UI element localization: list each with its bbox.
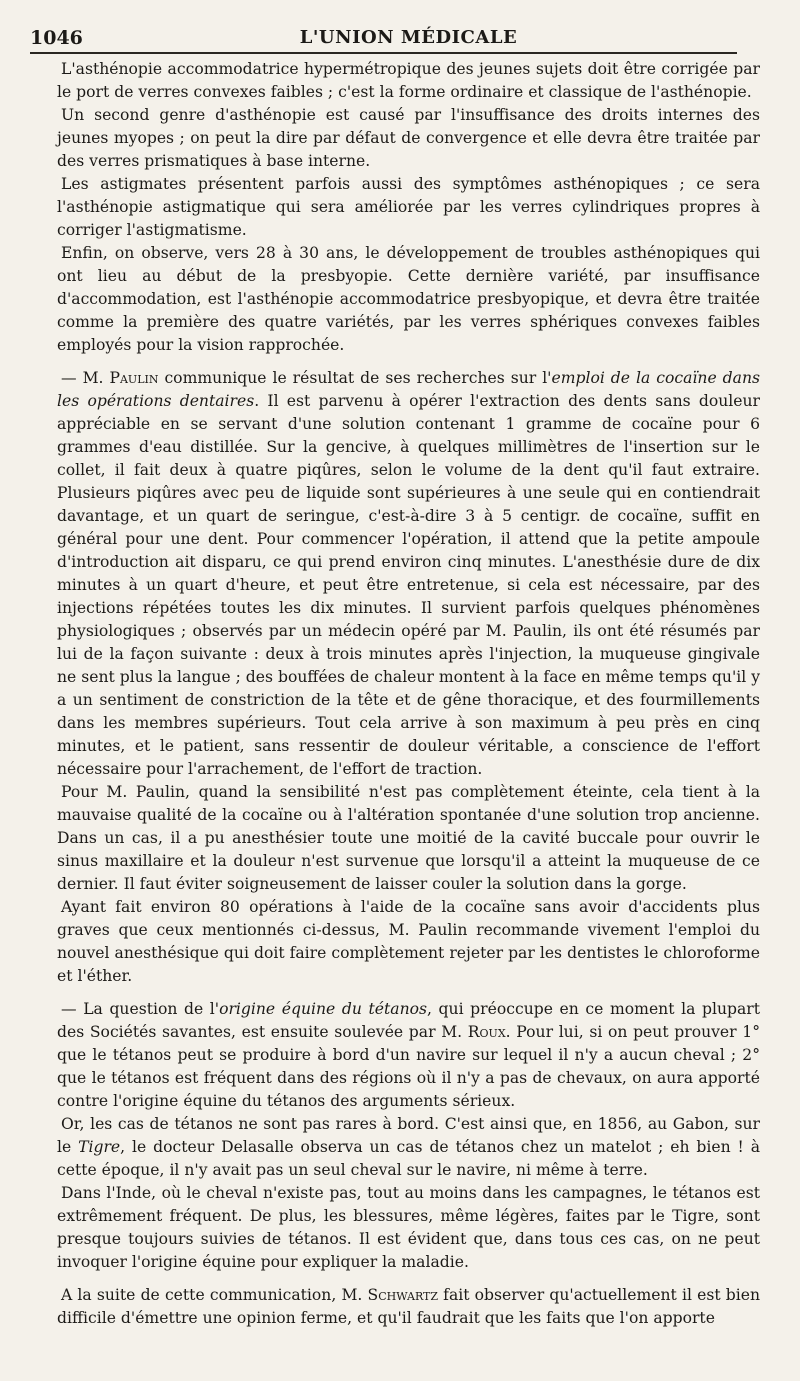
paragraph-rest: , le docteur Delasalle observa un cas de tétanos chez un matelot ; eh bien ! à cette époque, il n'y avait pas un seul cheval sur le navire, ni même à terre. bbox=[57, 1138, 760, 1179]
paragraph: Un second genre d'asthénopie est causé par l'insuffisance des droits internes des jeunes myopes ; on peut la dire par défaut de convergence et elle devra être traitée par des verres prismatiques à base interne. bbox=[57, 106, 760, 170]
paragraph-paulin bbox=[57, 367, 760, 781]
author-name: Paulin bbox=[109, 369, 159, 387]
paragraph-mid: communique le résultat de ses recherches sur l' bbox=[158, 369, 552, 387]
paragraph: Pour M. Paulin, quand la sensibilité n'est pas complètement éteinte, cela tient à la mauvaise qualité de la cocaïne ou à l'altération spontanée d'une solution trop ancienne. Dans un cas, il a pu anesthésier toute une moitié de la cavité buccale pour ouvrir le sinus maxillaire et la douleur n'est survenue que lorsqu'il a atteint la muqueuse de ce dernier. Il faut éviter soigneusement de laisser couler la solution dans la gorge. bbox=[57, 783, 760, 893]
body-text bbox=[57, 58, 760, 1330]
paragraph-schwartz bbox=[57, 1284, 760, 1330]
paragraph-lead: — M. bbox=[61, 369, 110, 387]
paragraph-lead: — La question de l' bbox=[61, 1000, 220, 1018]
paragraph-roux bbox=[57, 998, 760, 1113]
paragraph-rest: . Pour lui, si on peut prouver 1° que le tétanos peut se produire à bord d'un navire sur lequel il n'y a aucun cheval ; 2° que le tétanos est fréquent dans des régions où il n'y a pas de chevaux, on aura apporté contre l'origine équine du tétanos des arguments sérieux. bbox=[57, 1023, 760, 1110]
paragraph: Dans l'Inde, où le cheval n'existe pas, tout au moins dans les campagnes, le tétanos est extrêmement fréquent. De plus, les blessures, même légères, faites par le Tigre, sont presque toujours suivies de tétanos. Il est évident que, dans tous ces cas, on ne peut invoquer l'origine équine pour expliquer la maladie. bbox=[57, 1184, 760, 1271]
author-name: Schwartz bbox=[367, 1286, 439, 1304]
page-header bbox=[30, 0, 760, 52]
italic-title: origine équine du tétanos bbox=[219, 1000, 427, 1018]
paragraph-lead: A la suite de cette communication, M. bbox=[61, 1286, 368, 1304]
header-rule bbox=[30, 52, 737, 54]
author-name: Roux bbox=[467, 1023, 506, 1041]
paragraph-rest: fait observer qu'actuellement il est bien difficile d'émettre une opinion ferme, et qu'il faudrait que les faits que l'on apporte bbox=[57, 1286, 761, 1327]
journal-title: L'UNION MÉDICALE bbox=[299, 27, 518, 48]
paragraph-mid: , qui préoccupe en ce moment la plupart des Sociétés savantes, est ensuite soulevée par M. bbox=[57, 1000, 760, 1041]
page-number: 1046 bbox=[30, 27, 83, 49]
ship-name: Tigre bbox=[78, 1138, 121, 1156]
paragraph-rest: . Il est parvenu à opérer l'extraction des dents sans douleur appréciable en se servant d'une solution contenant 1 gramme de cocaïne pour 6 grammes d'eau distillée. Sur la gencive, à quelques millimètres de l'insertion sur le collet, il fait deux à quatre piqûres, selon le volume de la dent qu'il faut extraire. Plusieurs piqûres avec peu de liquide sont supérieures à une seule qui en contiendrait davantage, et un quart de seringue, c'est-à-dire 3 à 5 centigr. de cocaïne, suffit en général pour une dent. Pour commencer l'opération, il attend que la petite ampoule d'introduction ait disparu, ce qui prend environ cinq minutes. L'anesthésie dure de dix minutes à un quart d'heure, et peut être entretenue, si cela est nécessaire, par des injections répétées toutes les dix minutes. Il survient parfois quelques phénomènes physiologiques ; observés par un médecin opéré par M. Paulin, ils ont été résumés par lui de la façon suivante : deux à trois minutes après l'injection, la muqueuse gingivale ne sent plus la langue ; des bouffées de chaleur montent à la face en même temps qu'il y a un sentiment de constriction de la tête et de gêne thoracique, et des fourmillements dans les membres supérieurs. Tout cela arrive à son maximum à peu près en cinq minutes, et le patient, sans ressentir de douleur véritable, a conscience de l'effort nécessaire pour l'arrachement, de l'effort de traction. bbox=[57, 392, 760, 778]
paragraph-tigre bbox=[57, 1113, 760, 1182]
paragraph-lead: Or, les cas de tétanos ne sont pas rares à bord. C'est ainsi que, en 1856, au Gabon, sur le bbox=[57, 1115, 760, 1156]
paragraph: L'asthénopie accommodatrice hypermétropique des jeunes sujets doit être corrigée par le port de verres convexes faibles ; c'est la forme ordinaire et classique de l'asthénopie. bbox=[57, 60, 760, 101]
paragraph: Les astigmates présentent parfois aussi des symptômes asthénopiques ; ce sera l'asthénopie astigmatique qui sera améliorée par les verres cylindriques propres à corriger l'astigmatisme. bbox=[57, 175, 760, 239]
italic-title: emploi de la cocaïne dans les opérations dentaires bbox=[57, 369, 760, 410]
paragraph: Enfin, on observe, vers 28 à 30 ans, le développement de troubles asthénopiques qui ont lieu au début de la presbyopie. Cette dernière variété, par insuffisance d'accommodation, est l'asthénopie accommodatrice presbyopique, et devra être traitée comme la première des quatre variétés, par les verres sphériques convexes faibles employés pour la vision rapprochée. bbox=[57, 244, 760, 354]
paragraph: Ayant fait environ 80 opérations à l'aide de la cocaïne sans avoir d'accidents plus graves que ceux mentionnés ci-dessus, M. Paulin recommande vivement l'emploi du nouvel anesthésique qui doit faire complètement rejeter par les dentistes le chloroforme et l'éther. bbox=[57, 898, 760, 985]
